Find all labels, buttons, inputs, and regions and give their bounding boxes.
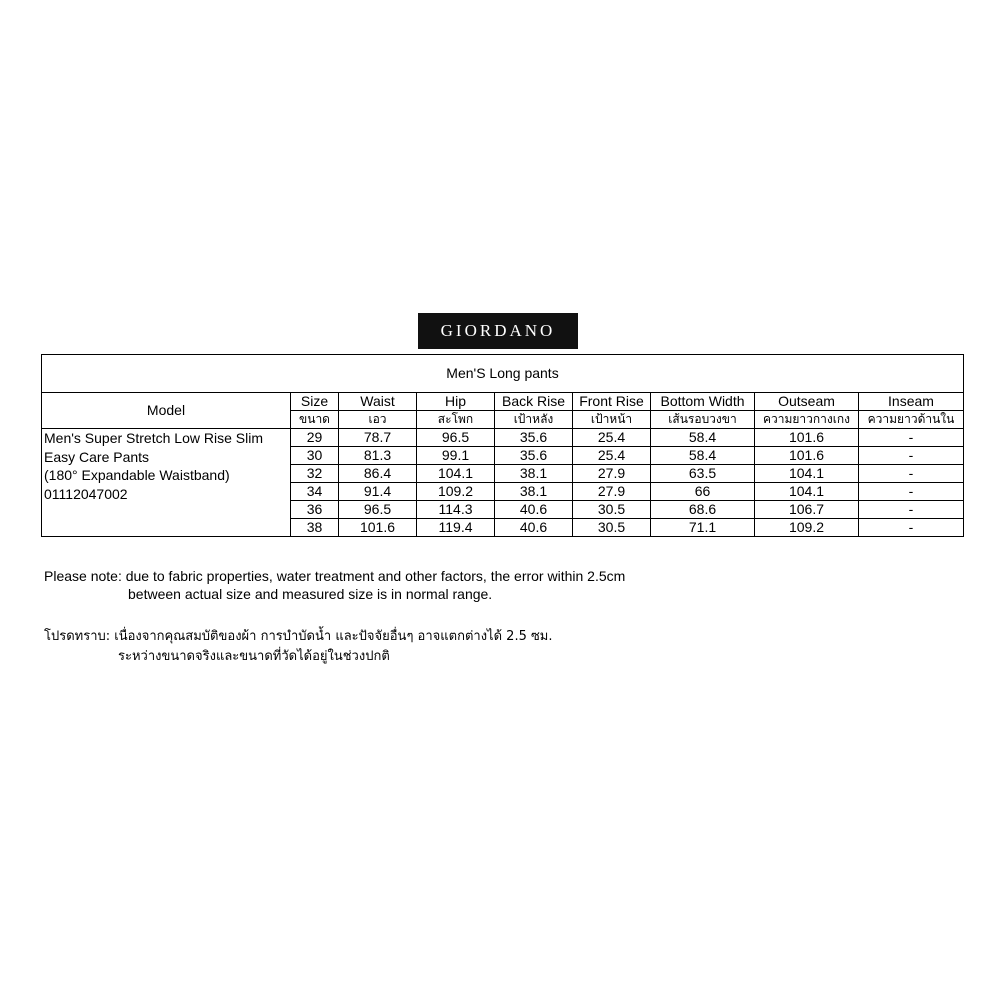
- cell-waist: 96.5: [339, 501, 417, 519]
- cell-front-rise: 25.4: [573, 447, 651, 465]
- cell-size: 38: [291, 519, 339, 537]
- table-row: [42, 429, 964, 447]
- header-outseam-th: ความยาวกางเกง: [755, 411, 859, 429]
- cell-waist: 78.7: [339, 429, 417, 447]
- cell-waist: 91.4: [339, 483, 417, 501]
- cell-front-rise: 30.5: [573, 519, 651, 537]
- header-back-rise-th: เป้าหลัง: [495, 411, 573, 429]
- cell-bottom-width: 68.6: [651, 501, 755, 519]
- cell-outseam: 109.2: [755, 519, 859, 537]
- model-name-line: Easy Care Pants: [44, 448, 150, 465]
- cell-outseam: 104.1: [755, 483, 859, 501]
- cell-hip: 104.1: [417, 465, 495, 483]
- header-outseam: Outseam: [755, 393, 859, 411]
- model-code: 01112047002: [44, 485, 128, 502]
- cell-hip: 96.5: [417, 429, 495, 447]
- header-waist-th: เอว: [339, 411, 417, 429]
- header-back-rise: Back Rise: [495, 393, 573, 411]
- cell-hip: 119.4: [417, 519, 495, 537]
- note-th-line-1: โปรดทราบ: เนื่องจากคุณสมบัติของผ้า การบำบัดน้ำ และปัจจัยอื่นๆ อาจแตกต่างได้ 2.5 ซม.: [44, 629, 553, 644]
- model-name-line: (180° Expandable Waistband): [44, 467, 230, 483]
- cell-hip: 109.2: [417, 483, 495, 501]
- cell-inseam: -: [859, 465, 964, 483]
- cell-bottom-width: 63.5: [651, 465, 755, 483]
- header-hip-th: สะโพก: [417, 411, 495, 429]
- cell-hip: 114.3: [417, 501, 495, 519]
- cell-inseam: -: [859, 447, 964, 465]
- note-th-line-2: ระหว่างขนาดจริงและขนาดที่วัดได้อยู่ในช่วงปกติ: [118, 649, 390, 664]
- cell-inseam: -: [859, 429, 964, 447]
- header-front-rise: Front Rise: [573, 393, 651, 411]
- cell-outseam: 101.6: [755, 429, 859, 447]
- note-en-line-2: between actual size and measured size is in normal range.: [128, 586, 493, 602]
- cell-inseam: -: [859, 483, 964, 501]
- cell-front-rise: 30.5: [573, 501, 651, 519]
- cell-size: 36: [291, 501, 339, 519]
- cell-outseam: 106.7: [755, 501, 859, 519]
- header-front-rise-th: เป้าหน้า: [573, 411, 651, 429]
- cell-back-rise: 35.6: [495, 429, 573, 447]
- cell-hip: 99.1: [417, 447, 495, 465]
- cell-back-rise: 35.6: [495, 447, 573, 465]
- cell-back-rise: 38.1: [495, 465, 573, 483]
- header-size: Size: [291, 393, 339, 411]
- size-chart-table: [41, 354, 964, 537]
- header-hip: Hip: [417, 393, 495, 411]
- cell-back-rise: 40.6: [495, 519, 573, 537]
- cell-size: 30: [291, 447, 339, 465]
- cell-back-rise: 40.6: [495, 501, 573, 519]
- cell-bottom-width: 71.1: [651, 519, 755, 537]
- header-row-en: [42, 393, 964, 411]
- model-name-line: Men's Super Stretch Low Rise Slim: [44, 430, 263, 446]
- cell-bottom-width: 66: [651, 483, 755, 501]
- note-en-line-1: Please note: due to fabric properties, water treatment and other factors, the error within 2.5cm: [44, 568, 626, 584]
- header-bottom-width: Bottom Width: [651, 393, 755, 411]
- cell-size: 29: [291, 429, 339, 447]
- cell-waist: 81.3: [339, 447, 417, 465]
- cell-outseam: 101.6: [755, 447, 859, 465]
- cell-front-rise: 25.4: [573, 429, 651, 447]
- model-header: Model: [42, 393, 291, 429]
- cell-back-rise: 38.1: [495, 483, 573, 501]
- cell-outseam: 104.1: [755, 465, 859, 483]
- cell-bottom-width: 58.4: [651, 447, 755, 465]
- cell-inseam: -: [859, 501, 964, 519]
- giordano-logo: GIORDANO: [418, 313, 578, 349]
- header-inseam-th: ความยาวด้านใน: [859, 411, 964, 429]
- header-bottom-width-th: เส้นรอบวงขา: [651, 411, 755, 429]
- table-title: Men'S Long pants: [42, 355, 964, 393]
- cell-bottom-width: 58.4: [651, 429, 755, 447]
- header-inseam: Inseam: [859, 393, 964, 411]
- cell-waist: 86.4: [339, 465, 417, 483]
- header-waist: Waist: [339, 393, 417, 411]
- header-size-th: ขนาด: [291, 411, 339, 429]
- cell-inseam: -: [859, 519, 964, 537]
- model-cell: [42, 429, 291, 537]
- cell-size: 34: [291, 483, 339, 501]
- cell-size: 32: [291, 465, 339, 483]
- cell-front-rise: 27.9: [573, 483, 651, 501]
- cell-front-rise: 27.9: [573, 465, 651, 483]
- cell-waist: 101.6: [339, 519, 417, 537]
